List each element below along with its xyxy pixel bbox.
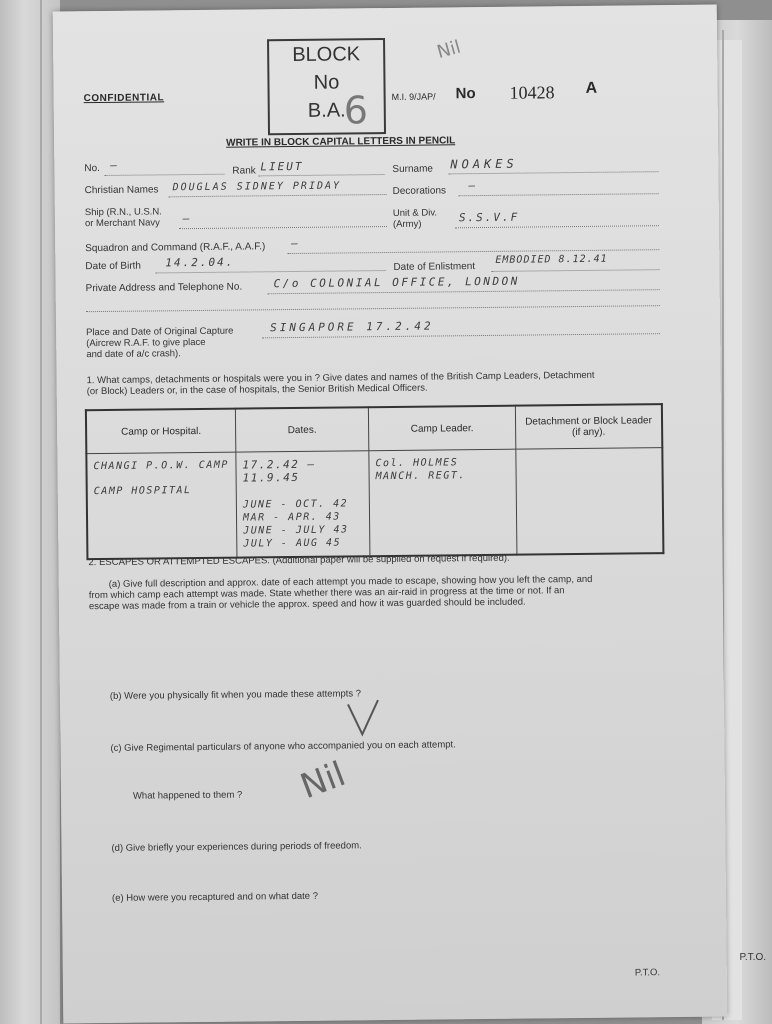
unit-value: S.S.V.F — [458, 210, 520, 225]
dotted-line — [448, 171, 658, 174]
dotted-line — [455, 225, 659, 228]
q2-e: (e) How were you recaptured and on what date ? — [111, 890, 319, 904]
address-label: Private Address and Telephone No. — [85, 281, 243, 295]
no-label: No. — [84, 163, 100, 175]
dotted-line — [268, 289, 660, 294]
q1-text-1: 1. What camps, detachments or hospitals were you in ? Give dates and names of the British Camp Leaders, Detachment — [86, 369, 595, 387]
decorations-value: — — [468, 179, 478, 193]
no-value: — — [110, 158, 120, 172]
unit-label-1: Unit & Div. — [392, 207, 438, 219]
dotted-line — [155, 270, 385, 273]
rank-value: LIEUT — [260, 159, 304, 174]
dotted-line — [262, 333, 660, 338]
camp-row-1: CHANGI P.O.W. CAMP — [93, 459, 229, 473]
pencil-tick-mark — [344, 698, 384, 742]
q2-b: (b) Were you physically fit when you made these attempts ? — [109, 688, 362, 702]
block-line-2: No — [313, 71, 340, 94]
q2-d: (d) Give briefly your experiences during periods of freedom. — [111, 840, 362, 854]
enlistment-value: EMBODIED 8.12.41 — [495, 253, 608, 266]
capture-label-1: Place and Date of Original Capture — [86, 325, 234, 339]
christian-names-label: Christian Names — [84, 184, 159, 197]
surname-label: Surname — [392, 163, 434, 175]
pto-label: P.T.O. — [634, 967, 661, 979]
dotted-line — [491, 269, 659, 272]
confidential-label: CONFIDENTIAL — [83, 92, 165, 105]
dotted-line — [459, 193, 659, 196]
block-line-1: BLOCK — [292, 43, 361, 66]
leader-header: Camp Leader. — [368, 406, 515, 451]
ship-label-2: or Merchant Navy — [84, 217, 160, 230]
leader-row-1: Col. HOLMES MANCH. REGT. — [375, 457, 466, 483]
q2-c-sub: What happened to them ? — [132, 789, 243, 802]
dates-line: JULY - AUG 45 — [243, 537, 342, 550]
dob-value: 14.2.04. — [165, 255, 235, 270]
surname-value: NOAKES — [450, 156, 518, 172]
detachment-header: Detachment or Block Leader (if any). — [515, 404, 662, 449]
dob-label: Date of Birth — [85, 260, 142, 273]
dates-row-1: 17.2.42 — 11.9.45 — [242, 457, 316, 485]
dates-line: JUNE - OCT. 42 — [242, 498, 349, 511]
unit-label-2: (Army) — [392, 218, 422, 230]
pencil-nil-top: Nil — [434, 36, 464, 64]
squadron-label: Squadron and Command (R.A.F., A.A.F.) — [85, 241, 266, 255]
block-pencil-number: 6 — [343, 88, 369, 133]
decorations-label: Decorations — [392, 185, 447, 197]
block-line-3: B.A. — [307, 99, 346, 122]
capture-label-3: and date of a/c crash). — [86, 348, 181, 361]
address-value: C/o COLONIAL OFFICE, LONDON — [273, 274, 520, 291]
block-stamp-box — [267, 38, 386, 135]
form-ref: M.I. 9/JAP/ — [391, 91, 436, 102]
capture-label-2: (Aircrew R.A.F. to give place — [86, 336, 206, 350]
form-sheet — [53, 5, 728, 1024]
ship-value: — — [182, 212, 192, 226]
pencil-nil: Nil — [295, 754, 351, 808]
q1-text-2: (or Block) Leaders or, in the case of hospitals, the Senior British Medical Officers. — [86, 382, 428, 398]
serial-letter: A — [585, 79, 598, 97]
pto-back-sheet: P.T.O. — [739, 952, 766, 963]
serial-number: 10428 — [509, 82, 555, 103]
dates-line: MAR - APR. 43 — [242, 511, 341, 524]
dates-line: JUNE - JULY 43 — [243, 524, 349, 537]
dates-header: Dates. — [235, 407, 368, 452]
background-sheet-left — [0, 0, 60, 1024]
detachment-row-1 — [522, 454, 655, 455]
dotted-line — [104, 174, 224, 176]
table-row — [86, 448, 663, 560]
ship-label-1: Ship (R.N., U.S.N. — [84, 206, 162, 219]
q2-a-line-1: (a) Give full description and approx. date of each attempt you made to escape, showing how you left the camp, and — [108, 573, 593, 590]
serial-no-label: No — [455, 85, 476, 103]
q2-a-line-2: from which camp each attempt was made. State whether there was an air-raid in progress at the time or not. If an — [88, 585, 565, 602]
dotted-line — [169, 194, 387, 197]
paper-edge — [40, 0, 42, 1024]
camp-table — [85, 403, 665, 560]
christian-names-value: DOUGLAS SIDNEY PRIDAY — [172, 180, 342, 194]
dotted-line — [258, 174, 384, 176]
dotted-line — [179, 226, 387, 229]
camp-header: Camp or Hospital. — [86, 409, 236, 454]
q2-heading: 2. ESCAPES OR ATTEMPTED ESCAPES. (Additional paper will be supplied on request if required). — [88, 552, 510, 569]
instruction-heading: WRITE IN BLOCK CAPITAL LETTERS IN PENCIL — [226, 135, 456, 149]
detachment-cell — [516, 448, 664, 555]
capture-value: SINGAPORE 17.2.42 — [269, 319, 434, 335]
q2-c: (c) Give Regimental particulars of anyone who accompanied you on each attempt. — [110, 739, 456, 754]
leader-cell — [369, 449, 517, 556]
enlistment-label: Date of Enlistment — [393, 261, 476, 273]
dates-cell — [236, 451, 370, 558]
dotted-line — [86, 305, 660, 312]
camp-row-2: CAMP HOSPITAL — [93, 485, 192, 498]
squadron-value: — — [291, 236, 300, 251]
rank-label: Rank — [232, 165, 256, 177]
camp-cell — [86, 452, 237, 559]
q2-a-line-3: escape was made from a train or vehicle the approx. speed and how it was guarded should be included. — [88, 596, 526, 613]
